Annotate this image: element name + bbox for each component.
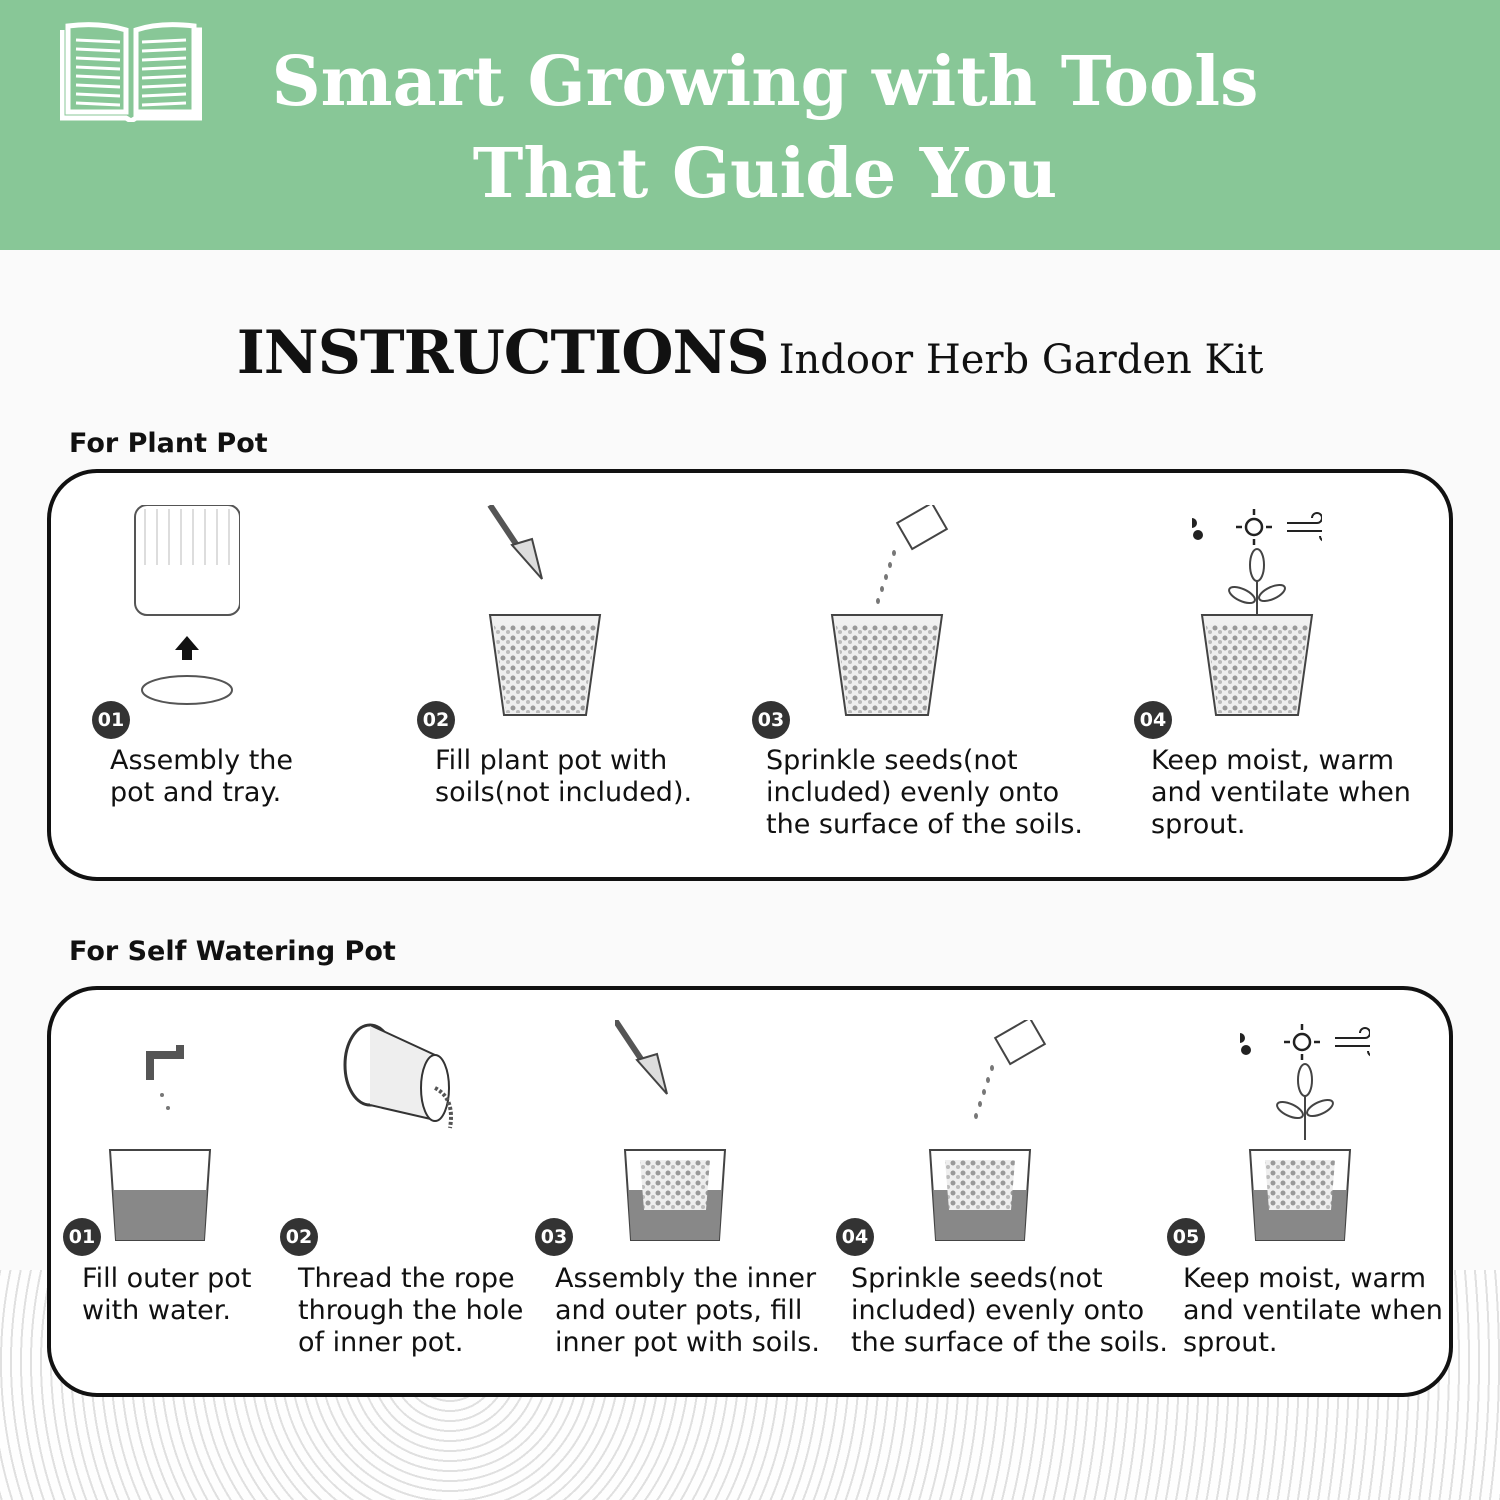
self-watering-step-4-illustration xyxy=(920,1020,1050,1254)
step-text-line: pot and tray. xyxy=(110,777,282,808)
step-text-line: Keep moist, warm xyxy=(1151,745,1394,776)
step-text-line: soils(not included). xyxy=(435,777,693,808)
self-watering-step-4-text xyxy=(851,1263,1168,1359)
water-sun-wind-icon xyxy=(1240,1024,1370,1060)
step-text-line: Sprinkle seeds(not xyxy=(766,745,1018,776)
plant-pot-step-2-illustration xyxy=(480,505,610,739)
step-text-line: Thread the rope xyxy=(298,1263,515,1294)
header-banner xyxy=(0,0,1500,250)
self-watering-step-2-text xyxy=(298,1263,523,1359)
step-text-line: through the hole xyxy=(298,1295,524,1326)
plant-pot-label: For Plant Pot xyxy=(69,428,268,459)
self-watering-label: For Self Watering Pot xyxy=(69,936,396,967)
self-watering-step-1-number: 01 xyxy=(63,1218,101,1256)
sprout-icon xyxy=(1275,1064,1335,1140)
sprout-icon xyxy=(1227,549,1287,625)
water-sun-wind-icon xyxy=(1192,509,1322,545)
self-watering-step-4-number: 04 xyxy=(836,1218,874,1256)
plant-pot-step-4-text xyxy=(1151,745,1411,841)
header-title-line1: Smart Growing with Tools xyxy=(271,42,1259,122)
open-book-icon xyxy=(60,22,202,122)
step-text-line: the surface of the soils. xyxy=(851,1327,1168,1358)
plant-pot-step-2-number: 02 xyxy=(417,701,455,739)
step-text-line: sprout. xyxy=(1151,809,1246,840)
step-text-line: the surface of the soils. xyxy=(766,809,1083,840)
step-text-line: included) evenly onto xyxy=(766,777,1060,808)
step-text-line: with water. xyxy=(82,1295,231,1326)
instructions-title xyxy=(0,318,1500,388)
self-watering-step-3-text xyxy=(555,1263,820,1359)
self-watering-step-5-illustration xyxy=(1240,1020,1370,1254)
step-text-line: Keep moist, warm xyxy=(1183,1263,1426,1294)
self-watering-step-2-number: 02 xyxy=(280,1218,318,1256)
self-watering-step-2-illustration xyxy=(340,1020,470,1144)
step-text-line: of inner pot. xyxy=(298,1327,464,1358)
step-text-line: inner pot with soils. xyxy=(555,1327,820,1358)
step-text-line: Assembly the xyxy=(110,745,294,776)
plant-pot-step-3-number: 03 xyxy=(752,701,790,739)
self-watering-step-3-number: 03 xyxy=(535,1218,573,1256)
step-text-line: and ventilate when xyxy=(1151,777,1411,808)
step-text-line: Assembly the inner xyxy=(555,1263,817,1294)
step-text-line: and ventilate when xyxy=(1183,1295,1443,1326)
plant-pot-step-4-illustration xyxy=(1192,505,1322,739)
step-text-line: Sprinkle seeds(not xyxy=(851,1263,1103,1294)
seed-packet-icon xyxy=(974,1020,1045,1119)
self-watering-step-5-text xyxy=(1183,1263,1443,1359)
plant-pot-step-1-text xyxy=(110,745,293,809)
trowel-icon xyxy=(615,1020,667,1094)
plant-pot-step-3-illustration xyxy=(822,505,952,739)
title-sub: Indoor Herb Garden Kit xyxy=(778,337,1264,383)
plant-pot-step-1-illustration xyxy=(120,505,240,719)
header-title xyxy=(250,36,1280,220)
title-main: INSTRUCTIONS xyxy=(236,318,769,388)
plant-pot-step-2-text xyxy=(435,745,692,809)
step-text-line: Fill plant pot with xyxy=(435,745,668,776)
step-text-line: Fill outer pot xyxy=(82,1263,252,1294)
step-text-line: sprout. xyxy=(1183,1327,1278,1358)
seed-packet-icon xyxy=(876,505,947,604)
step-text-line: and outer pots, fill xyxy=(555,1295,803,1326)
self-watering-step-1-text xyxy=(82,1263,251,1327)
trowel-icon xyxy=(490,505,542,579)
plant-pot-step-3-text xyxy=(766,745,1083,841)
step-text-line: included) evenly onto xyxy=(851,1295,1145,1326)
self-watering-step-5-number: 05 xyxy=(1167,1218,1205,1256)
faucet-icon xyxy=(150,1045,180,1110)
header-title-line2: That Guide You xyxy=(472,134,1058,214)
self-watering-step-3-illustration xyxy=(615,1020,745,1254)
self-watering-step-1-illustration xyxy=(100,1020,230,1254)
plant-pot-step-4-number: 04 xyxy=(1134,701,1172,739)
plant-pot-step-1-number: 01 xyxy=(92,701,130,739)
